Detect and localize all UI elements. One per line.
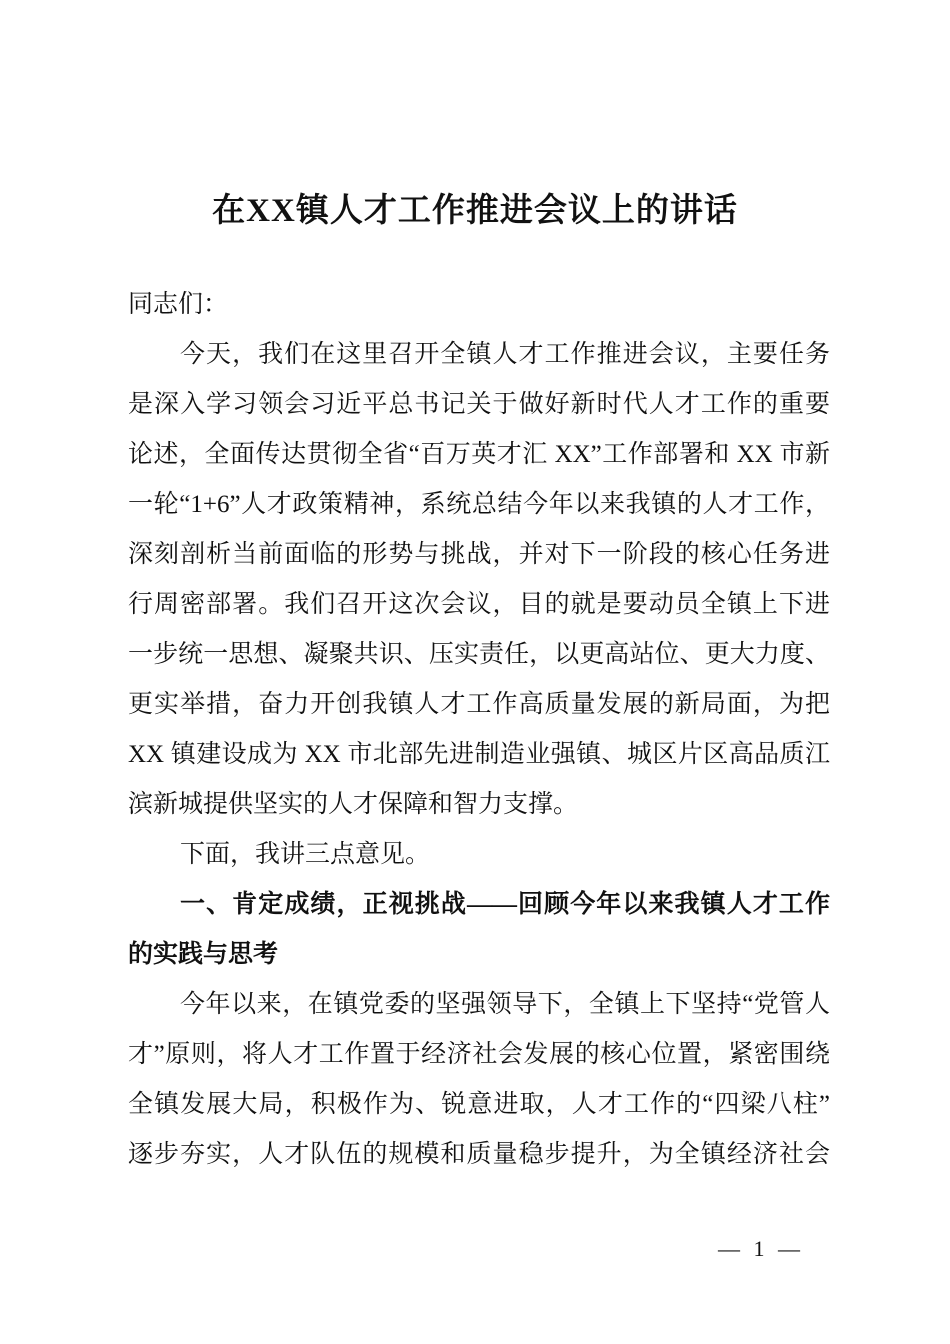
document-title: 在XX镇人才工作推进会议上的讲话 bbox=[212, 193, 738, 229]
paragraph-line: 滨新城提供坚实的人才保障和智力支撑。 bbox=[128, 791, 579, 818]
paragraph-line: 全镇发展大局，积极作为、锐意进取，人才工作的“四梁八柱” bbox=[128, 1091, 830, 1118]
paragraph-line: 更实举措，奋力开创我镇人才工作高质量发展的新局面，为把 bbox=[128, 691, 830, 718]
paragraph-line: 一步统一思想、凝聚共识、压实责任，以更高站位、更大力度、 bbox=[128, 641, 830, 668]
salutation: 同志们： bbox=[128, 291, 229, 318]
paragraph-line: 今天，我们在这里召开全镇人才工作推进会议，主要任务 bbox=[180, 341, 830, 368]
paragraph-line: 论述，全面传达贯彻全省“百万英才汇 XX”工作部署和 XX 市新 bbox=[128, 441, 830, 468]
paragraph-line: 下面，我讲三点意见。 bbox=[180, 841, 431, 868]
paragraph-line: XX 镇建设成为 XX 市北部先进制造业强镇、城区片区高品质江 bbox=[128, 741, 830, 768]
paragraph-line: 深刻剖析当前面临的形势与挑战，并对下一阶段的核心任务进 bbox=[128, 541, 830, 568]
paragraph-line: 才”原则，将人才工作置于经济社会发展的核心位置，紧密围绕 bbox=[128, 1041, 830, 1068]
paragraph-line: 逐步夯实，人才队伍的规模和质量稳步提升，为全镇经济社会 bbox=[128, 1141, 830, 1168]
paragraph-line: 一轮“1+6”人才政策精神，系统总结今年以来我镇的人才工作， bbox=[128, 491, 830, 518]
section-heading: 一、肯定成绩，正视挑战——回顾今年以来我镇人才工作 bbox=[180, 891, 830, 918]
paragraph-line: 今年以来，在镇党委的坚强领导下，全镇上下坚持“党管人 bbox=[180, 991, 830, 1018]
document-body bbox=[128, 280, 830, 1180]
page-number: — 1 — bbox=[718, 1236, 804, 1261]
section-heading: 的实践与思考 bbox=[128, 941, 279, 968]
paragraph-line: 是深入学习领会习近平总书记关于做好新时代人才工作的重要 bbox=[128, 391, 830, 418]
paragraph-line: 行周密部署。我们召开这次会议，目的就是要动员全镇上下进 bbox=[128, 591, 830, 618]
